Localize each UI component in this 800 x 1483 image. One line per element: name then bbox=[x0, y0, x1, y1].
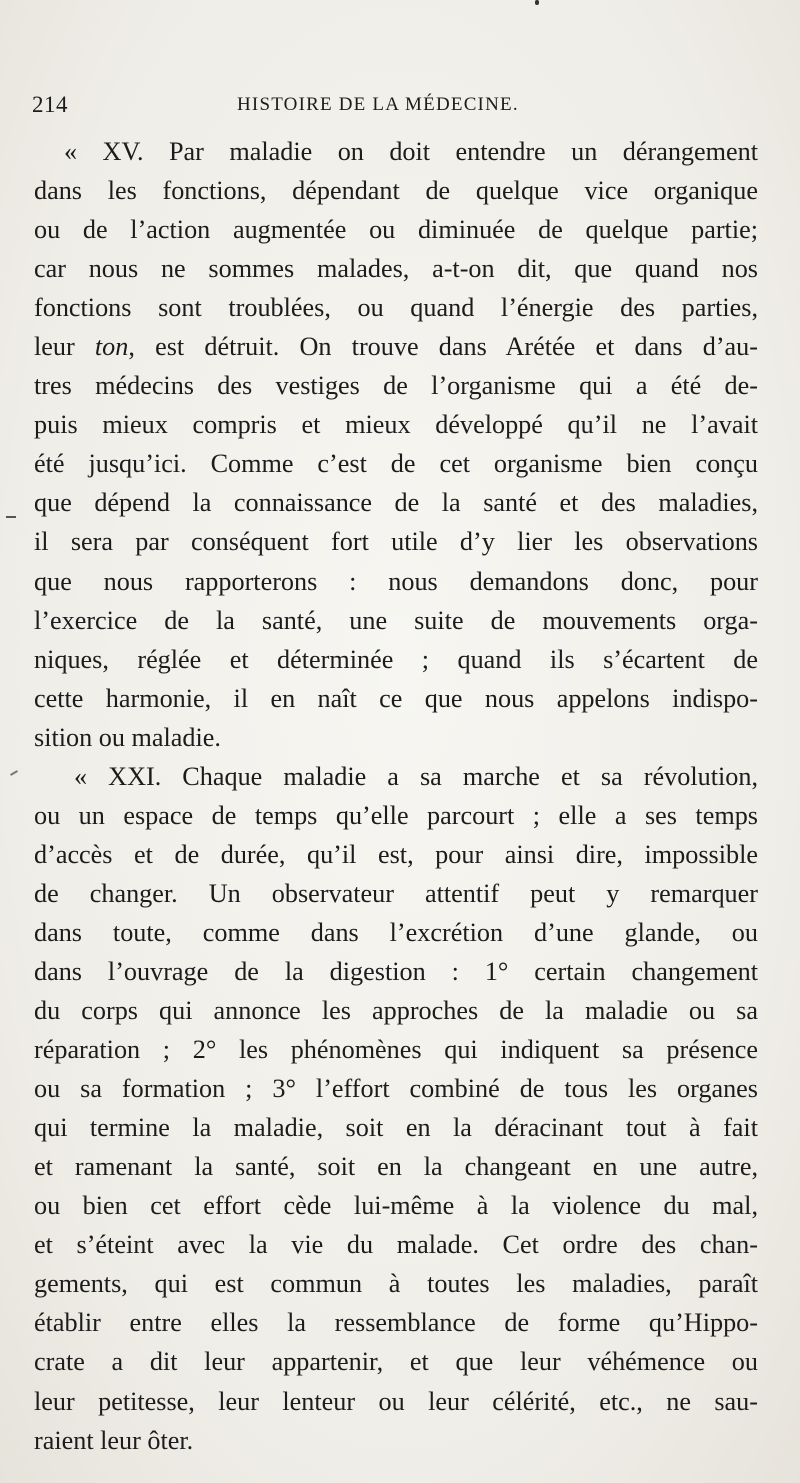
text-line: niques, réglée et déterminée ; quand ils s’écartent de bbox=[34, 644, 758, 674]
text-line: que dépend la connaissance de la santé et des maladies, bbox=[34, 488, 758, 518]
text-line: réparation ; 2° les phénomènes qui indiquent sa présence bbox=[34, 1035, 758, 1065]
text-line: l’exercice de la santé, une suite de mouvements orga- bbox=[34, 605, 758, 635]
text-line: dans les fonctions, dépendant de quelque vice organique bbox=[34, 176, 758, 206]
text-line: fonctions sont troublées, ou quand l’énergie des parties, bbox=[34, 293, 758, 323]
text-line: crate a dit leur appartenir, et que leur véhémence ou bbox=[34, 1347, 758, 1377]
text-line: d’accès et de durée, qu’il est, pour ainsi dire, impossible bbox=[34, 839, 758, 869]
ink-speck bbox=[535, 0, 539, 5]
text-line: de changer. Un observateur attentif peut y remarquer bbox=[34, 878, 758, 908]
text-line: ou de l’action augmentée ou diminuée de quelque partie; bbox=[34, 215, 758, 245]
text-line: du corps qui annonce les approches de la maladie ou sa bbox=[34, 996, 758, 1026]
text-line: il sera par conséquent fort utile d’y lier les observations bbox=[34, 527, 758, 557]
text-line: et ramenant la santé, soit en la changeant en une autre, bbox=[34, 1152, 758, 1182]
text-line: été jusqu’ici. Comme c’est de cet organisme bien conçu bbox=[34, 449, 758, 479]
text-line: ou un espace de temps qu’elle parcourt ; elle a ses temps bbox=[34, 800, 758, 830]
text-line: dans l’ouvrage de la digestion : 1° certain changement bbox=[34, 956, 758, 986]
margin-mark bbox=[10, 770, 18, 776]
text-line: tres médecins des vestiges de l’organisme qui a été de- bbox=[34, 371, 758, 401]
text-line: que nous rapporterons : nous demandons donc, pour bbox=[34, 566, 758, 596]
text-line: puis mieux compris et mieux développé qu’il ne l’avait bbox=[34, 410, 758, 440]
text-line: « XV. Par maladie on doit entendre un dérangement bbox=[64, 137, 758, 166]
text-line: gements, qui est commun à toutes les maladies, paraît bbox=[34, 1269, 758, 1299]
running-head: HISTOIRE DE LA MÉDECINE. bbox=[237, 94, 519, 115]
text-line: ou bien cet effort cède lui-même à la violence du mal, bbox=[34, 1191, 758, 1221]
margin-mark bbox=[6, 516, 16, 518]
text-line: et s’éteint avec la vie du malade. Cet ordre des chan- bbox=[34, 1230, 758, 1260]
text-line: dans toute, comme dans l’excrétion d’une glande, ou bbox=[34, 917, 758, 947]
text-line: leur petitesse, leur lenteur ou leur célérité, etc., ne sau- bbox=[34, 1386, 758, 1416]
text-line: « XXI. Chaque maladie a sa marche et sa révolution, bbox=[74, 761, 758, 791]
italic-word: ton bbox=[94, 332, 129, 362]
text-line: établir entre elles la ressemblance de forme qu’Hippo- bbox=[34, 1308, 758, 1338]
body-text bbox=[34, 132, 758, 1460]
text-line: car nous ne sommes malades, a-t-on dit, que quand nos bbox=[34, 254, 758, 284]
text-line: ou sa formation ; 3° l’effort combiné de tous les organes bbox=[34, 1074, 758, 1104]
text-line: raient leur ôter. bbox=[34, 1425, 194, 1455]
text-line: cette harmonie, il en naît ce que nous appelons indispo- bbox=[34, 683, 758, 713]
text-line: sition ou maladie. bbox=[34, 722, 221, 752]
page-header bbox=[32, 92, 762, 122]
text-line: qui termine la maladie, soit en la déracinant tout à fait bbox=[34, 1113, 758, 1143]
text-line: leur ton, est détruit. On trouve dans Arétée et dans d’au- bbox=[34, 332, 758, 362]
page-number: 214 bbox=[32, 92, 68, 117]
